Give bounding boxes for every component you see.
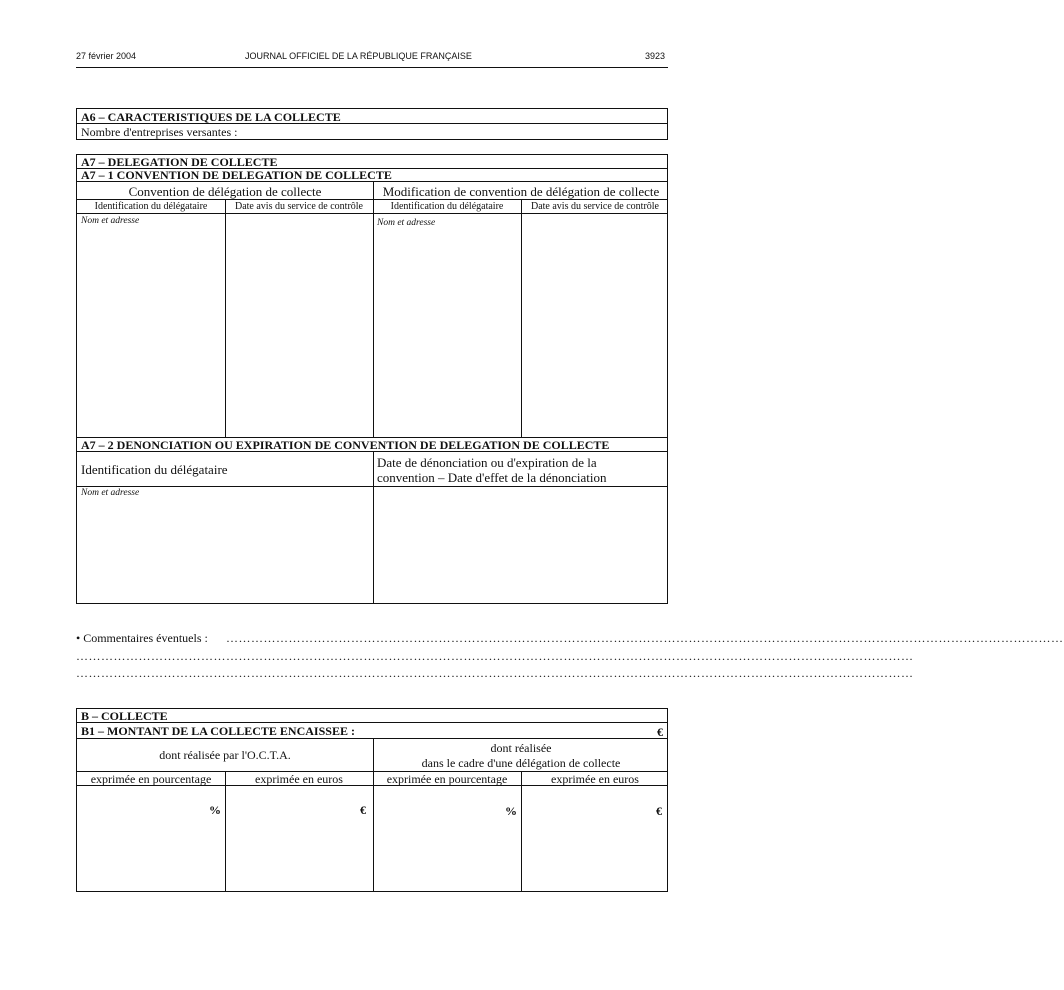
eur-col-header-2: exprimée en euros — [551, 772, 639, 786]
a7-1-entry-area — [77, 213, 667, 437]
section-b — [76, 708, 668, 892]
date-avis-col-header-2: Date avis du service de contrôle — [530, 201, 659, 212]
ident-col-header-2: Identification du délégataire — [390, 201, 504, 212]
b1-title-row — [77, 722, 667, 738]
col-divider — [373, 200, 374, 213]
a7-2-nom-adresse-label: Nom et adresse — [81, 488, 140, 498]
a7-2-title: A7 – 2 DENONCIATION OU EXPIRATION DE CONVENTION DE DELEGATION DE COLLECTE — [81, 438, 610, 452]
nom-adresse-label-2: Nom et adresse — [377, 218, 436, 228]
col-divider — [521, 772, 522, 785]
header-journal-title: JOURNAL OFFICIEL DE LA RÉPUBLIQUE FRANÇAISE — [245, 51, 472, 61]
pct-col-header-1: exprimée en pourcentage — [90, 772, 212, 786]
nom-adresse-label-1: Nom et adresse — [81, 216, 140, 226]
b1-column-header-row — [77, 771, 667, 785]
delegation-header-line1: dont réalisée — [490, 741, 552, 755]
col-divider — [225, 772, 226, 785]
col-divider — [373, 487, 374, 603]
a7-2-header-row — [77, 451, 667, 486]
comments-dots-line-2: ………………………………………………………………………………………………………………………………………………………………………………… — [76, 649, 914, 663]
a6-nombre-row — [77, 123, 667, 140]
pct-symbol-2: % — [505, 804, 517, 818]
col-divider — [373, 214, 374, 437]
col-divider — [521, 200, 522, 213]
eur-symbol-1: € — [360, 803, 366, 817]
a7-2-title-row — [77, 437, 667, 451]
b1-entry-area — [77, 785, 667, 891]
header-rule — [76, 67, 668, 68]
a7-2-entry-area — [77, 486, 667, 603]
b1-title: B1 – MONTANT DE LA COLLECTE ENCAISSEE : — [81, 724, 355, 738]
a7-1-group-header-row — [77, 181, 667, 199]
modification-header: Modification de convention de délégation de collecte — [382, 184, 660, 199]
col-divider — [373, 452, 374, 486]
header-date: 27 février 2004 — [76, 51, 137, 61]
comments-label: • Commentaires éventuels : — [76, 631, 208, 645]
b-title: B – COLLECTE — [81, 709, 168, 723]
a7-1-title-row — [77, 168, 667, 181]
pct-symbol-1: % — [209, 803, 221, 817]
col-divider — [521, 214, 522, 437]
header-page-number: 3923 — [645, 51, 666, 61]
col-divider — [225, 214, 226, 437]
a7-title: A7 – DELEGATION DE COLLECTE — [81, 155, 278, 169]
a6-title: A6 – CARACTERISTIQUES DE LA COLLECTE — [81, 110, 341, 124]
eur-col-header-1: exprimée en euros — [255, 772, 343, 786]
eur-symbol-2: € — [656, 804, 662, 818]
date-avis-col-header-1: Date avis du service de contrôle — [234, 201, 363, 212]
a7-2-date-header-line1: Date de dénonciation ou d'expiration de la — [377, 455, 597, 470]
a6-nombre-label: Nombre d'entreprises versantes : — [81, 125, 238, 139]
col-divider — [373, 772, 374, 785]
delegation-header-line2: dans le cadre d'une délégation de collecte — [421, 756, 621, 770]
col-divider — [225, 786, 226, 891]
convention-header: Convention de délégation de collecte — [128, 184, 322, 199]
a7-2-ident-header: Identification du délégataire — [81, 462, 228, 477]
section-a6 — [76, 108, 668, 140]
a7-2-date-header-line2: convention – Date d'effet de la dénonciation — [377, 470, 607, 485]
group-divider — [373, 182, 374, 199]
b1-euro-symbol: € — [657, 725, 663, 739]
section-a7 — [76, 154, 668, 604]
col-divider — [225, 200, 226, 213]
a7-1-column-header-row — [77, 199, 667, 213]
b1-group-header-row — [77, 738, 667, 771]
ident-col-header-1: Identification du délégataire — [94, 201, 208, 212]
group-divider — [373, 739, 374, 771]
octa-header: dont réalisée par l'O.C.T.A. — [159, 748, 291, 762]
pct-col-header-2: exprimée en pourcentage — [386, 772, 508, 786]
col-divider — [521, 786, 522, 891]
comments-dots-line-1: ………………………………………………………………………………………………………………………………………………………………………………… — [226, 631, 1064, 645]
a7-1-title: A7 – 1 CONVENTION DE DELEGATION DE COLLECTE — [81, 168, 392, 182]
col-divider — [373, 786, 374, 891]
comments-dots-line-3: ………………………………………………………………………………………………………………………………………………………………………………… — [76, 666, 914, 680]
